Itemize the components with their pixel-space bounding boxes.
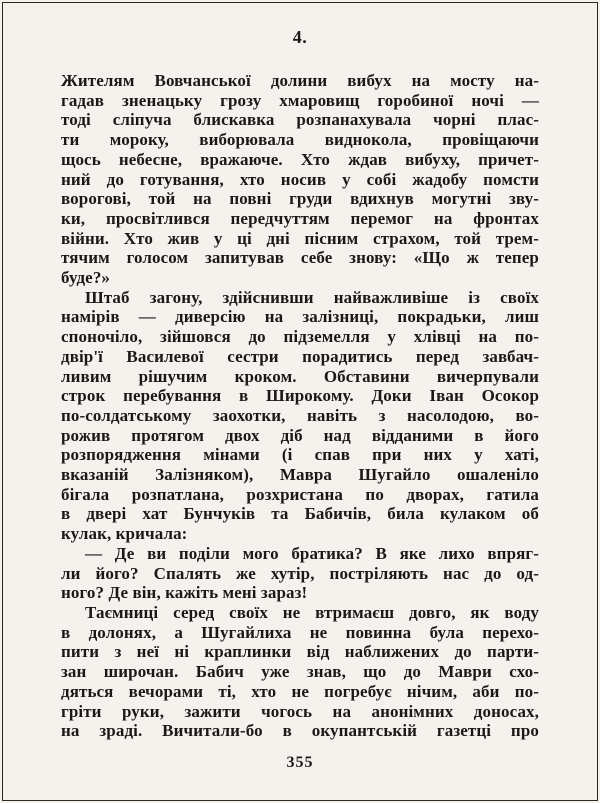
text-line: двір'ї Василевої сестри порадитись перед завбач- <box>61 346 539 366</box>
text-line: Жителям Вовчанської долини вибух на мосту на- <box>61 71 539 90</box>
text-line: вказаній Залізняком), Мавра Шугайло ошаленіло <box>61 465 539 485</box>
text-line: зан широчан. Бабич уже знав, що до Маври схо- <box>61 662 539 682</box>
text-line: гадав зненацьку грозу хмаровищ горобиної ночі — <box>61 90 539 110</box>
text-line: ний до готування, хто носив у собі жадобу помсти <box>61 169 539 189</box>
text-line: дяться вечорами ті, хто не погребує нічим, аби по- <box>61 681 539 701</box>
paragraph <box>61 71 539 288</box>
text-line: строк перебування в Широкому. Доки Іван Осокор <box>61 386 539 406</box>
text-line: тячим голосом запитував себе знову: «Що ж тепер <box>61 248 539 268</box>
text-line: буде?» <box>61 268 111 288</box>
text-line: Таємниці серед своїх не втримаєш довго, як воду <box>85 602 539 622</box>
paragraph <box>61 544 539 603</box>
text-line: Штаб загону, здійснивши найважливіше із своїх <box>85 287 539 307</box>
text-line: ти мороку, виборювала виднокола, провіщаючи <box>61 130 539 150</box>
text-line: намірів — диверсію на залізниці, покрадьки, лиш <box>61 307 539 327</box>
text-line: тоді сліпуча блискавка розпанахувала чорні плас- <box>61 110 539 130</box>
text-line: споночіло, зійшовся до підземелля у хлівці на по- <box>61 327 539 347</box>
paragraph <box>61 288 539 544</box>
text-line: пити з неї ні краплинки від наближених до парти- <box>61 642 539 662</box>
text-line: рожив протягом двох діб над відданими в його <box>61 425 539 445</box>
text-line: щось небесне, вражаюче. Хто ждав вибуху, причет- <box>61 149 539 169</box>
text-line: — Де ви поділи мого братика? В яке лихо впряг- <box>85 543 539 563</box>
page-number: 355 <box>286 754 314 771</box>
text-line: гріти руки, зажити чогось на анонімних доносах, <box>61 701 539 721</box>
text-line: війни. Хто жив у ці дні пісним страхом, той трем- <box>61 228 539 248</box>
text-line: в двері хат Бунчуків та Бабичів, била кулаком об <box>61 504 539 524</box>
text-line: бігала розпатлана, розхристана по дворах, гатила <box>61 484 539 504</box>
text-line: в долонях, а Шугайлиха не повинна була перехо- <box>61 622 539 642</box>
chapter-number: 4. <box>292 27 308 47</box>
text-line: розпорядження мінами (і спав при них у хаті, <box>61 445 539 465</box>
text-line: ливим рішучим кроком. Обставини вичерпували <box>61 366 539 386</box>
paragraph <box>61 603 539 741</box>
text-line: ного? Де він, кажіть мені зараз! <box>61 583 308 603</box>
text-line: ворогові, той на повні груди вдихнув могутні зву- <box>61 189 539 209</box>
text-line: кулак, кричала: <box>61 524 188 544</box>
text-line: на зраді. Вичитали-бо в окупантській газетці про <box>61 721 539 741</box>
text-line: по-солдатському заохотки, навіть з насолодою, во- <box>61 405 539 425</box>
text-line: ки, просвітлився передчуттям перемог на фронтах <box>61 208 539 228</box>
text-block <box>61 71 539 741</box>
text-line: ли його? Спалять же хутір, постріляють нас до од- <box>61 563 539 583</box>
